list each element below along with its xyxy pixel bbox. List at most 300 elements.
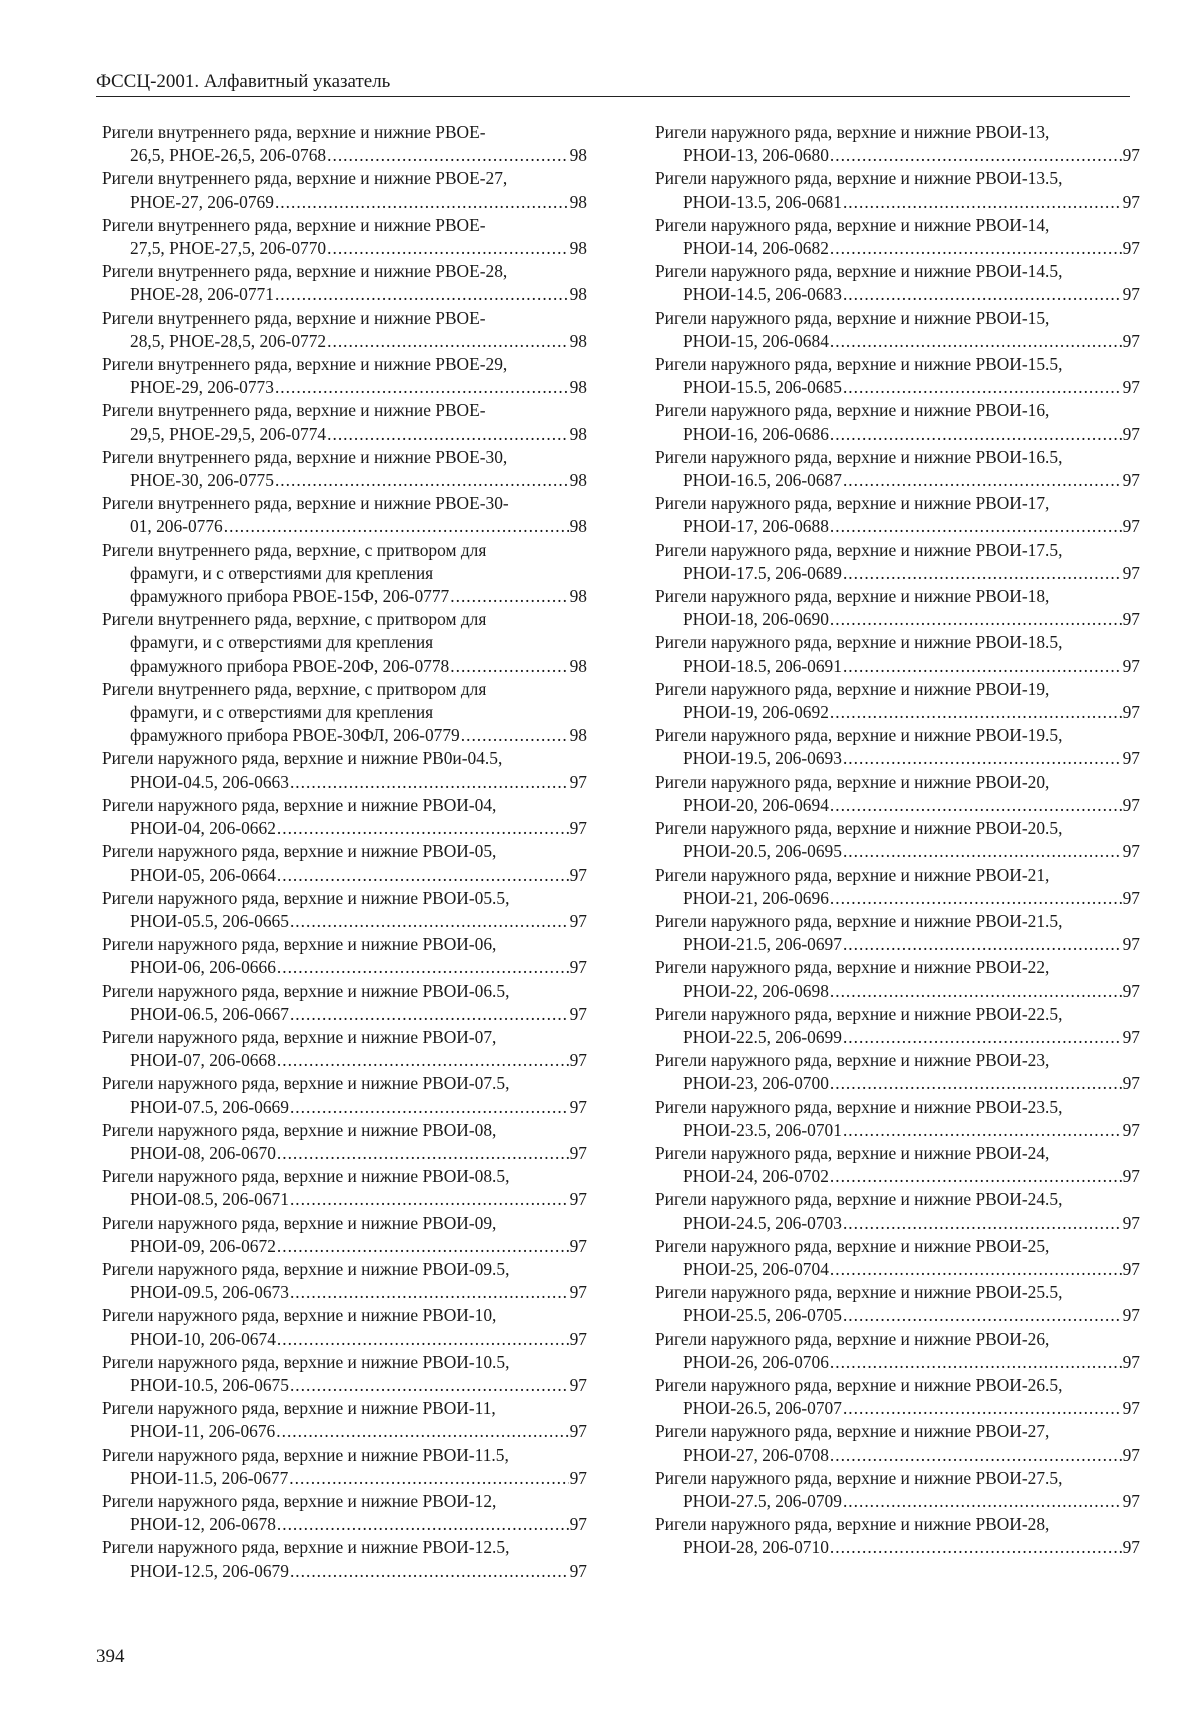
dot-leader — [290, 910, 569, 933]
index-entry-page: 97 — [1122, 516, 1140, 537]
index-entry-last-line — [655, 794, 1140, 817]
index-entry-text: РНОИ-08.5, 206-0671 — [130, 1189, 289, 1210]
dot-leader — [830, 980, 1122, 1003]
index-entry-line: Ригели наружного ряда, верхние и нижние РВОИ-27.5, — [655, 1467, 1063, 1488]
index-entry — [655, 539, 1140, 585]
index-entry-text: РНОИ-14.5, 206-0683 — [683, 284, 842, 305]
index-entry — [655, 214, 1140, 260]
index-entry-text: РНОЕ-27, 206-0769 — [130, 191, 274, 212]
index-entry-page: 97 — [1122, 841, 1140, 862]
index-entry — [655, 121, 1140, 167]
index-entry-text: РНОИ-11, 206-0676 — [130, 1421, 276, 1442]
index-entry-text: РНОИ-20.5, 206-0695 — [683, 841, 842, 862]
dot-leader — [327, 144, 568, 167]
index-entry-line: Ригели наружного ряда, верхние и нижние РВОИ-17.5, — [655, 539, 1063, 560]
index-entry-line: Ригели наружного ряда, верхние и нижние РВОИ-25.5, — [655, 1282, 1063, 1303]
index-entry-page: 97 — [1122, 748, 1140, 769]
index-entry-last-line — [102, 771, 587, 794]
index-entry — [655, 1467, 1140, 1513]
index-entry-line: Ригели внутреннего ряда, верхние, с притвором для — [102, 678, 487, 699]
index-entry-page: 98 — [569, 586, 587, 607]
index-entry-last-line — [655, 330, 1140, 353]
index-entry-text: РНОИ-24.5, 206-0703 — [683, 1212, 842, 1233]
index-entry-text: РНОИ-11.5, 206-0677 — [130, 1467, 289, 1488]
index-entry-text: РНОИ-10, 206-0674 — [130, 1328, 276, 1349]
index-entry-line: Ригели внутреннего ряда, верхние и нижние РВОЕ-28, — [102, 261, 508, 282]
dot-leader — [843, 469, 1122, 492]
index-entry-text: РНОИ-06, 206-0666 — [130, 957, 276, 978]
index-entry-page: 97 — [569, 1142, 587, 1163]
index-entry-last-line — [655, 1444, 1140, 1467]
index-entry-line: Ригели наружного ряда, верхние и нижние РВОИ-09, — [102, 1212, 497, 1233]
index-entry-text: РНОЕ-28, 206-0771 — [130, 284, 274, 305]
index-entry-last-line — [102, 144, 587, 167]
index-entry-text: РНОИ-17.5, 206-0689 — [683, 562, 842, 583]
index-entry-page: 97 — [1122, 609, 1140, 630]
index-entry-text: РНОИ-28, 206-0710 — [683, 1537, 829, 1558]
index-entry-page: 97 — [1122, 1212, 1140, 1233]
index-entry-page: 97 — [569, 1096, 587, 1117]
index-entry-last-line — [655, 840, 1140, 863]
index-entry-line: Ригели наружного ряда, верхние и нижние РВОИ-23, — [655, 1050, 1050, 1071]
dot-leader — [461, 724, 569, 747]
index-entry — [655, 724, 1140, 770]
dot-leader — [830, 515, 1122, 538]
dot-leader — [275, 191, 569, 214]
index-entry-line: Ригели наружного ряда, верхние и нижние РВОИ-14, — [655, 214, 1050, 235]
index-entry-last-line — [655, 1304, 1140, 1327]
index-entry-last-line — [102, 376, 587, 399]
dot-leader — [830, 1165, 1122, 1188]
index-entry-page: 98 — [569, 330, 587, 351]
index-entry — [655, 910, 1140, 956]
dot-leader — [450, 655, 568, 678]
index-entry-text: РНОИ-17, 206-0688 — [683, 516, 829, 537]
dot-leader — [843, 376, 1122, 399]
index-entry — [655, 1049, 1140, 1095]
dot-leader — [830, 330, 1122, 353]
dot-leader — [290, 1096, 569, 1119]
index-entry-page: 97 — [1122, 1444, 1140, 1465]
index-entry-last-line — [102, 1142, 587, 1165]
index-entry-last-line — [655, 1026, 1140, 1049]
index-entry-last-line — [655, 283, 1140, 306]
index-entry-page: 97 — [569, 1189, 587, 1210]
index-entry-last-line — [102, 655, 587, 678]
index-entry-page: 97 — [569, 818, 587, 839]
index-entry-line: Ригели наружного ряда, верхние и нижние РВОИ-10, — [102, 1305, 497, 1326]
index-entry-last-line — [655, 515, 1140, 538]
index-entry — [655, 956, 1140, 1002]
dot-leader — [327, 423, 568, 446]
index-entry-page: 97 — [1122, 470, 1140, 491]
index-entry-line: Ригели внутреннего ряда, верхние и нижние РВОЕ- — [102, 400, 486, 421]
index-entry-page: 97 — [1122, 934, 1140, 955]
index-entry-line: Ригели внутреннего ряда, верхние и нижние РВОЕ-27, — [102, 168, 508, 189]
index-entry-last-line — [102, 864, 587, 887]
index-entry-text: РНОИ-27.5, 206-0709 — [683, 1490, 842, 1511]
index-entry-text: РНОИ-21.5, 206-0697 — [683, 934, 842, 955]
index-entry-line: Ригели наружного ряда, верхние и нижние РВОИ-14.5, — [655, 261, 1063, 282]
dot-leader — [327, 237, 568, 260]
index-entry — [102, 933, 587, 979]
index-entry-page: 97 — [1122, 1351, 1140, 1372]
index-entry — [102, 260, 587, 306]
index-entry — [102, 399, 587, 445]
index-entry-text: РНОЕ-29, 206-0773 — [130, 377, 274, 398]
page-header — [96, 70, 1130, 97]
index-entry-last-line — [102, 1281, 587, 1304]
index-entry-last-line — [655, 469, 1140, 492]
dot-leader — [843, 1212, 1122, 1235]
index-entry-page: 97 — [569, 1467, 587, 1488]
index-entry-text: РНОИ-22.5, 206-0699 — [683, 1026, 842, 1047]
index-entry — [102, 1351, 587, 1397]
index-entry — [102, 446, 587, 492]
index-entry — [655, 353, 1140, 399]
index-entry-text: РНОИ-07, 206-0668 — [130, 1050, 276, 1071]
index-entry-line: Ригели наружного ряда, верхние и нижние РВОИ-23.5, — [655, 1096, 1063, 1117]
index-entry-page: 97 — [569, 1560, 587, 1581]
index-entry-text: РНОИ-23.5, 206-0701 — [683, 1119, 842, 1140]
index-entry-last-line — [655, 191, 1140, 214]
index-entry-last-line — [102, 910, 587, 933]
index-entry — [102, 678, 587, 748]
index-entry-page: 97 — [1122, 284, 1140, 305]
index-entry — [655, 1374, 1140, 1420]
dot-leader — [830, 1536, 1122, 1559]
index-entry-last-line — [655, 376, 1140, 399]
index-entry-line: Ригели наружного ряда, верхние и нижние РВ0и-04.5, — [102, 748, 503, 769]
dot-leader — [830, 701, 1122, 724]
index-entry — [102, 214, 587, 260]
dot-leader — [277, 956, 569, 979]
index-entry-page: 97 — [1122, 238, 1140, 259]
dot-leader — [289, 1467, 568, 1490]
index-entry-page: 98 — [569, 377, 587, 398]
index-entry-last-line — [102, 585, 587, 608]
index-entry — [655, 1281, 1140, 1327]
index-entry-text: РНОИ-14, 206-0682 — [683, 238, 829, 259]
index-entry-text: РНОИ-09, 206-0672 — [130, 1235, 276, 1256]
index-entry-last-line — [102, 237, 587, 260]
dot-leader — [290, 771, 569, 794]
index-entry-line: Ригели наружного ряда, верхние и нижние РВОИ-06.5, — [102, 980, 510, 1001]
index-entry-last-line — [655, 887, 1140, 910]
index-entry — [655, 399, 1140, 445]
dot-leader — [830, 1444, 1122, 1467]
index-entry — [102, 1536, 587, 1582]
index-entry-line: Ригели наружного ряда, верхние и нижние РВОИ-10.5, — [102, 1351, 510, 1372]
index-entry-page: 97 — [1122, 377, 1140, 398]
index-entry-line: Ригели внутреннего ряда, верхние, с притвором для — [102, 539, 487, 560]
index-entry-page: 97 — [569, 1235, 587, 1256]
index-entry-last-line — [655, 608, 1140, 631]
index-entry-text: РНОИ-19.5, 206-0693 — [683, 748, 842, 769]
index-entry-page: 97 — [1122, 145, 1140, 166]
dot-leader — [276, 1420, 568, 1443]
index-entry-page: 97 — [569, 771, 587, 792]
index-entry — [102, 794, 587, 840]
index-entry-last-line — [655, 1212, 1140, 1235]
index-entry-text: РНОИ-05, 206-0664 — [130, 864, 276, 885]
dot-leader — [830, 608, 1122, 631]
index-entry-page: 97 — [569, 1374, 587, 1395]
index-entry-text: 28,5, РНОЕ-28,5, 206-0772 — [130, 330, 327, 351]
index-entry — [655, 307, 1140, 353]
dot-leader — [843, 1397, 1122, 1420]
index-entry-text: РНОИ-08, 206-0670 — [130, 1142, 276, 1163]
index-entry-line: Ригели наружного ряда, верхние и нижние РВОИ-07, — [102, 1026, 497, 1047]
index-entry-page: 98 — [569, 516, 587, 537]
index-entry-page: 97 — [1122, 1026, 1140, 1047]
index-entry-text: РНОИ-27, 206-0708 — [683, 1444, 829, 1465]
header-title: ФССЦ-2001. Алфавитный указатель — [96, 71, 391, 92]
index-entry-line: Ригели наружного ряда, верхние и нижние РВОИ-24, — [655, 1142, 1050, 1163]
index-entry-last-line — [655, 1072, 1140, 1095]
index-entry-text: РНОИ-18, 206-0690 — [683, 609, 829, 630]
index-entry — [102, 1304, 587, 1350]
index-entry — [655, 1188, 1140, 1234]
index-entry-page: 98 — [569, 470, 587, 491]
dot-leader — [277, 817, 569, 840]
index-entry-last-line — [655, 237, 1140, 260]
index-entry-line: Ригели наружного ряда, верхние и нижние РВОИ-12, — [102, 1490, 497, 1511]
index-entry-line: Ригели наружного ряда, верхние и нижние РВОИ-18, — [655, 586, 1050, 607]
index-entry-text: РНОИ-21, 206-0696 — [683, 887, 829, 908]
index-entry-page: 98 — [569, 238, 587, 259]
index-entry-last-line — [655, 701, 1140, 724]
index-entry-text: РНОИ-25.5, 206-0705 — [683, 1305, 842, 1326]
index-entry — [655, 167, 1140, 213]
index-entry-line: Ригели внутреннего ряда, верхние и нижние РВОЕ-30- — [102, 493, 509, 514]
index-entry-line: Ригели наружного ряда, верхние и нижние РВОИ-22, — [655, 957, 1050, 978]
index-entry-last-line — [102, 1096, 587, 1119]
dot-leader — [843, 283, 1122, 306]
index-entry-line: Ригели наружного ряда, верхние и нижние РВОИ-16.5, — [655, 446, 1063, 467]
index-entry — [102, 1212, 587, 1258]
index-entry-last-line — [102, 283, 587, 306]
index-entry-line: Ригели наружного ряда, верхние и нижние РВОИ-07.5, — [102, 1073, 510, 1094]
index-entry-last-line — [102, 1328, 587, 1351]
index-entry-line: Ригели наружного ряда, верхние и нижние РВОИ-16, — [655, 400, 1050, 421]
index-entry-line: Ригели наружного ряда, верхние и нижние РВОИ-08.5, — [102, 1166, 510, 1187]
index-entry — [655, 817, 1140, 863]
dot-leader — [290, 1003, 569, 1026]
index-entry-line: Ригели наружного ряда, верхние и нижние РВОИ-15.5, — [655, 354, 1063, 375]
dot-leader — [830, 423, 1122, 446]
index-entry-text: РНОИ-13.5, 206-0681 — [683, 191, 842, 212]
index-entry-page: 97 — [1122, 562, 1140, 583]
index-entry-text: 29,5, РНОЕ-29,5, 206-0774 — [130, 423, 327, 444]
dot-leader — [277, 1049, 569, 1072]
index-entry-line: Ригели наружного ряда, верхние и нижние РВОИ-21, — [655, 864, 1050, 885]
index-entry-line: фрамуги, и с отверстиями для крепления — [130, 702, 434, 723]
dot-leader — [450, 585, 568, 608]
index-entry-line: Ригели наружного ряда, верхние и нижние РВОИ-05.5, — [102, 887, 510, 908]
index-entry-text: РНОИ-07.5, 206-0669 — [130, 1096, 289, 1117]
index-entry-line: Ригели наружного ряда, верхние и нижние РВОИ-20, — [655, 771, 1050, 792]
dot-leader — [275, 469, 569, 492]
index-entry-last-line — [102, 1235, 587, 1258]
index-entry-page: 97 — [1122, 794, 1140, 815]
index-entry — [655, 260, 1140, 306]
dot-leader — [290, 1281, 569, 1304]
dot-leader — [275, 376, 569, 399]
index-entry-line: Ригели наружного ряда, верхние и нижние РВОИ-13.5, — [655, 168, 1063, 189]
index-entry-text: РНОИ-06.5, 206-0667 — [130, 1003, 289, 1024]
index-entry-text: РНОИ-15.5, 206-0685 — [683, 377, 842, 398]
dot-leader — [290, 1374, 569, 1397]
index-entry-line: Ригели наружного ряда, верхние и нижние РВОИ-11.5, — [102, 1444, 509, 1465]
index-entry-page: 98 — [569, 191, 587, 212]
index-entry-page: 98 — [569, 145, 587, 166]
index-entry — [102, 307, 587, 353]
index-entry-page: 97 — [569, 1282, 587, 1303]
dot-leader — [843, 1304, 1122, 1327]
index-entry-page: 97 — [1122, 1490, 1140, 1511]
index-entry-page: 97 — [1122, 1166, 1140, 1187]
dot-leader — [843, 655, 1122, 678]
index-entry-line: Ригели наружного ряда, верхние и нижние РВОИ-25, — [655, 1235, 1050, 1256]
index-entry-text: РНОИ-19, 206-0692 — [683, 702, 829, 723]
index-entry-line: Ригели внутреннего ряда, верхние и нижние РВОЕ- — [102, 122, 486, 142]
index-entry-page: 98 — [569, 725, 587, 746]
index-entry — [655, 1096, 1140, 1142]
index-entry-last-line — [655, 747, 1140, 770]
index-entry-line: Ригели наружного ряда, верхние и нижние РВОИ-28, — [655, 1514, 1050, 1535]
index-entry-last-line — [102, 817, 587, 840]
index-entry — [102, 1490, 587, 1536]
index-entry — [102, 353, 587, 399]
index-entry-text: фрамужного прибора РВОЕ-20Ф, 206-0778 — [130, 655, 450, 676]
index-entry-last-line — [102, 469, 587, 492]
index-entry-page: 97 — [1122, 423, 1140, 444]
index-entry — [102, 840, 587, 886]
index-entry-line: Ригели наружного ряда, верхние и нижние РВОИ-05, — [102, 841, 497, 862]
index-entry-last-line — [655, 1536, 1140, 1559]
index-entry — [655, 864, 1140, 910]
index-entry — [655, 1142, 1140, 1188]
index-entry — [655, 492, 1140, 538]
index-entry-last-line — [655, 1119, 1140, 1142]
index-entry-text: РНОИ-12.5, 206-0679 — [130, 1560, 289, 1581]
index-entry-page: 97 — [1122, 1537, 1140, 1558]
index-entry — [102, 1072, 587, 1118]
index-entry-page: 97 — [1122, 1073, 1140, 1094]
index-entry-text: РНОЕ-30, 206-0775 — [130, 470, 274, 491]
index-entry — [102, 492, 587, 538]
index-entry-text: РНОИ-20, 206-0694 — [683, 794, 829, 815]
index-entry — [102, 1026, 587, 1072]
index-entry-last-line — [655, 1490, 1140, 1513]
index-entry-line: Ригели наружного ряда, верхние и нижние РВОИ-15, — [655, 307, 1050, 328]
index-entry-text: РНОИ-23, 206-0700 — [683, 1073, 829, 1094]
dot-leader — [830, 1258, 1122, 1281]
index-entry-last-line — [102, 1513, 587, 1536]
index-entry-last-line — [102, 724, 587, 747]
index-entry-last-line — [102, 1420, 587, 1443]
index-entry-text: РНОИ-15, 206-0684 — [683, 330, 829, 351]
index-entry-line: Ригели наружного ряда, верхние и нижние РВОИ-22.5, — [655, 1003, 1063, 1024]
index-entry — [655, 1513, 1140, 1559]
index-entry-line: Ригели наружного ряда, верхние и нижние РВОИ-18.5, — [655, 632, 1063, 653]
dot-leader — [843, 933, 1122, 956]
index-entry-page: 98 — [569, 284, 587, 305]
index-entry-line: Ригели наружного ряда, верхние и нижние РВОИ-26.5, — [655, 1374, 1063, 1395]
index-entry-line: Ригели наружного ряда, верхние и нижние РВОИ-19, — [655, 678, 1050, 699]
index-entry-last-line — [655, 655, 1140, 678]
dot-leader — [843, 840, 1122, 863]
dot-leader — [830, 887, 1122, 910]
index-entry-line: Ригели наружного ряда, верхние и нижние РВОИ-21.5, — [655, 910, 1063, 931]
index-column-right — [655, 121, 1140, 1560]
index-entry-last-line — [655, 1351, 1140, 1374]
index-entry-page: 97 — [1122, 655, 1140, 676]
index-entry-page: 97 — [1122, 1305, 1140, 1326]
dot-leader — [224, 515, 569, 538]
index-entry-last-line — [655, 562, 1140, 585]
index-entry-page: 98 — [569, 423, 587, 444]
index-entry-last-line — [655, 1165, 1140, 1188]
dot-leader — [830, 1351, 1122, 1374]
index-entry-last-line — [102, 1374, 587, 1397]
index-entry — [655, 585, 1140, 631]
index-entry-text: РНОИ-13, 206-0680 — [683, 145, 829, 166]
index-entry — [102, 608, 587, 678]
index-entry-last-line — [102, 1049, 587, 1072]
index-entry — [102, 1258, 587, 1304]
index-entry-last-line — [102, 191, 587, 214]
dot-leader — [843, 562, 1122, 585]
dot-leader — [327, 330, 568, 353]
index-entry-line: Ригели наружного ряда, верхние и нижние РВОИ-19.5, — [655, 725, 1063, 746]
index-entry-text: 27,5, РНОЕ-27,5, 206-0770 — [130, 238, 327, 259]
index-entry-last-line — [655, 423, 1140, 446]
index-entry — [102, 1397, 587, 1443]
page-number: 394 — [96, 1646, 125, 1667]
index-entry-text: РНОИ-04.5, 206-0663 — [130, 771, 289, 792]
dot-leader — [290, 1188, 569, 1211]
index-entry-page: 97 — [1122, 702, 1140, 723]
index-entry — [102, 167, 587, 213]
dot-leader — [275, 283, 569, 306]
index-entry-line: Ригели наружного ряда, верхние и нижние РВОИ-20.5, — [655, 818, 1063, 839]
index-entry — [102, 1119, 587, 1165]
dot-leader — [830, 144, 1122, 167]
index-entry-page: 97 — [569, 1514, 587, 1535]
index-entry — [655, 446, 1140, 492]
index-entry — [102, 1165, 587, 1211]
index-entry-text: РНОИ-16.5, 206-0687 — [683, 470, 842, 491]
index-entry-text: 26,5, РНОЕ-26,5, 206-0768 — [130, 145, 327, 166]
dot-leader — [830, 1072, 1122, 1095]
index-entry-last-line — [102, 1003, 587, 1026]
index-entry-line: Ригели внутреннего ряда, верхние и нижние РВОЕ-30, — [102, 446, 508, 467]
index-entry-text: РНОИ-24, 206-0702 — [683, 1166, 829, 1187]
dot-leader — [277, 1513, 569, 1536]
index-entry-text: РНОИ-25, 206-0704 — [683, 1258, 829, 1279]
index-entry-page: 97 — [1122, 1258, 1140, 1279]
index-entry — [655, 1420, 1140, 1466]
index-entry-last-line — [102, 956, 587, 979]
index-entry-page: 97 — [569, 1050, 587, 1071]
dot-leader — [843, 1490, 1122, 1513]
index-entry — [655, 1235, 1140, 1281]
index-entry — [655, 1003, 1140, 1049]
index-entry-last-line — [102, 1188, 587, 1211]
index-entry-last-line — [655, 1397, 1140, 1420]
